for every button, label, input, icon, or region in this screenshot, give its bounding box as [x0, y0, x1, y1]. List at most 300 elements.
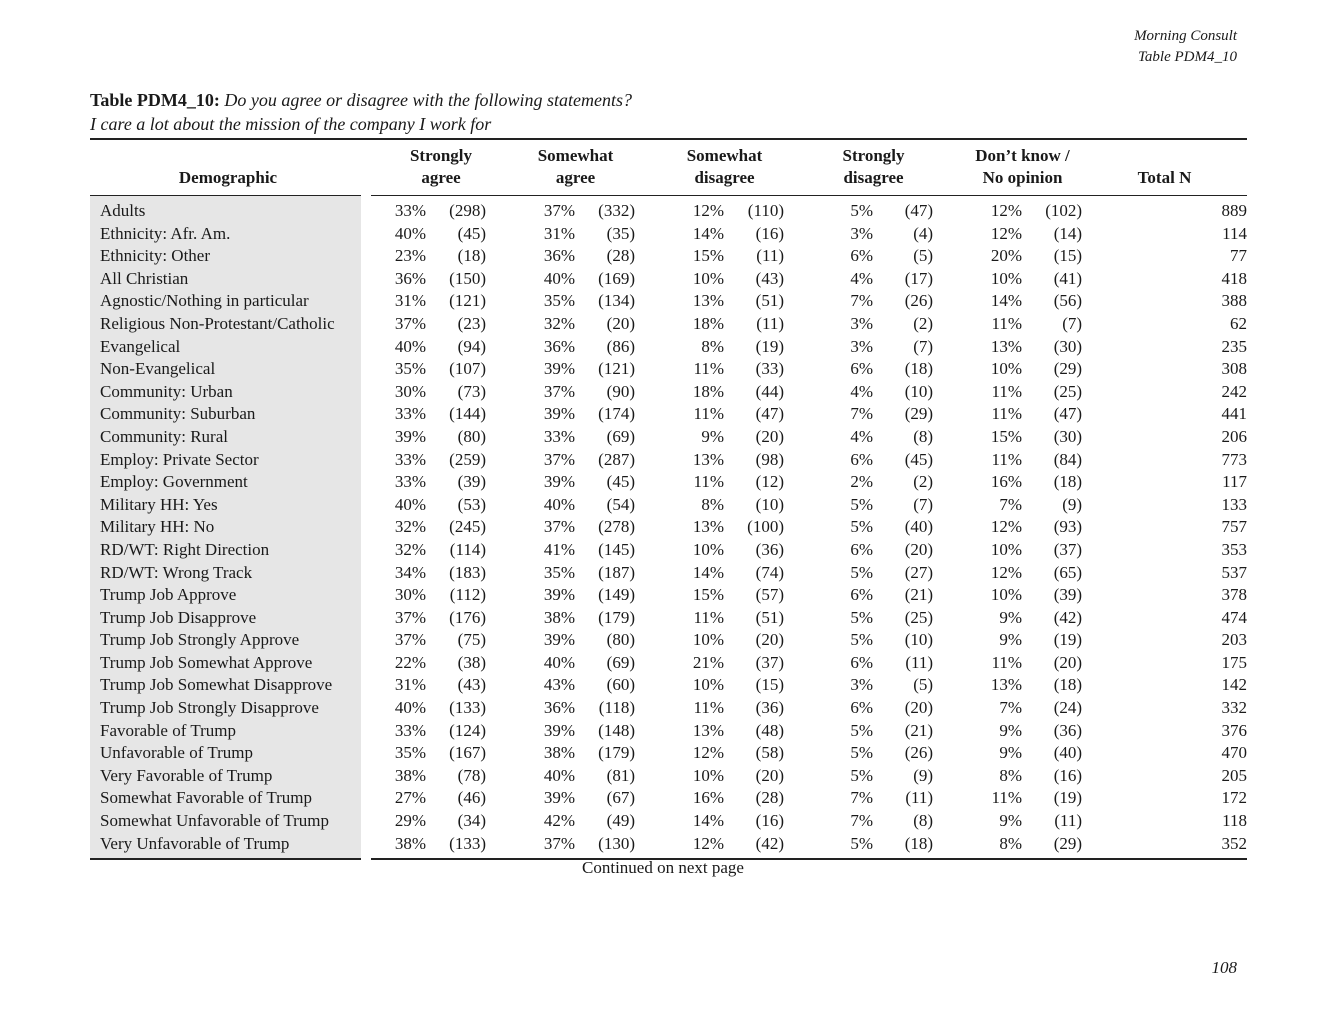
cell-percent: 6% [850, 652, 873, 672]
cell-count: (30) [1053, 426, 1083, 446]
cell-count: (298) [449, 201, 486, 220]
row-label: RD/WT: Wrong Track [90, 562, 366, 585]
table-title [90, 88, 1240, 136]
cell-count: (5) [913, 675, 934, 695]
row-label: Military HH: Yes [90, 494, 366, 517]
cell-count: (42) [755, 833, 784, 853]
cell-percent: 10% [990, 268, 1023, 288]
cell-percent: 5% [850, 201, 873, 220]
cell-count: (16) [755, 223, 784, 243]
cell-total: 242 [1221, 381, 1248, 401]
cell-percent: 22% [394, 652, 426, 672]
table-row [90, 584, 1247, 607]
cell-count: (100) [747, 517, 784, 537]
cell-count: (11) [756, 313, 784, 333]
cell-percent: 11% [991, 652, 1023, 672]
cell-percent: 6% [850, 246, 873, 266]
row-label: Unfavorable of Trump [90, 742, 366, 765]
cell-percent: 40% [394, 698, 426, 718]
cell-percent: 35% [394, 743, 426, 763]
cell-percent: 29% [394, 811, 426, 831]
cell-percent: 10% [990, 585, 1023, 605]
cell-count: (150) [449, 268, 486, 288]
cell-count: (37) [755, 652, 784, 672]
continued-note: Continued on next page [582, 858, 744, 877]
cell-percent: 35% [543, 291, 575, 311]
cell-percent: 7% [850, 404, 873, 424]
cell-count: (46) [457, 788, 486, 808]
cell-total: 206 [1221, 426, 1248, 446]
cell-count: (28) [755, 788, 784, 808]
cell-percent: 5% [850, 765, 873, 785]
cell-percent: 6% [850, 585, 873, 605]
cell-count: (80) [606, 630, 635, 650]
cell-percent: 37% [394, 607, 426, 627]
cell-count: (86) [606, 336, 635, 356]
cell-count: (90) [606, 381, 635, 401]
cell-percent: 18% [692, 313, 724, 333]
table-row [90, 426, 1247, 449]
table-body [90, 196, 1247, 860]
row-label: Adults [90, 196, 366, 223]
cell-percent: 27% [394, 788, 426, 808]
cell-count: (44) [755, 381, 784, 401]
row-label: Ethnicity: Afr. Am. [90, 223, 366, 246]
cell-percent: 13% [692, 517, 724, 537]
cell-percent: 11% [991, 449, 1023, 469]
cell-count: (81) [606, 765, 635, 785]
cell-percent: 6% [850, 449, 873, 469]
cell-count: (26) [904, 743, 934, 763]
cell-count: (56) [1053, 291, 1083, 311]
cell-count: (18) [1053, 472, 1083, 492]
cell-count: (124) [449, 720, 486, 740]
row-label: Trump Job Somewhat Disapprove [90, 674, 366, 697]
cell-total: 172 [1221, 788, 1248, 808]
cell-count: (169) [598, 268, 635, 288]
cell-count: (51) [755, 291, 784, 311]
cell-count: (40) [1053, 743, 1083, 763]
cell-count: (8) [913, 811, 934, 831]
cell-percent: 15% [692, 246, 724, 266]
table-row [90, 562, 1247, 585]
cell-count: (20) [904, 698, 934, 718]
cell-percent: 9% [701, 426, 724, 446]
table-row [90, 336, 1247, 359]
cell-count: (17) [904, 268, 934, 288]
cell-count: (11) [756, 246, 784, 266]
cell-percent: 5% [850, 720, 873, 740]
cell-count: (23) [457, 313, 486, 333]
cell-count: (183) [449, 562, 486, 582]
cell-count: (20) [755, 426, 784, 446]
row-label: Employ: Government [90, 471, 366, 494]
cell-count: (16) [755, 811, 784, 831]
table-title-label: Table PDM4_10: [90, 90, 220, 110]
cell-count: (53) [457, 494, 486, 514]
cell-percent: 12% [692, 743, 724, 763]
cell-percent: 4% [850, 268, 873, 288]
cell-percent: 14% [692, 562, 724, 582]
cell-count: (80) [457, 426, 486, 446]
cell-percent: 7% [850, 811, 873, 831]
cell-percent: 3% [850, 336, 873, 356]
col-somewhat-agree: Somewhat agree [486, 139, 635, 196]
cell-count: (19) [1053, 788, 1083, 808]
cell-count: (107) [449, 359, 486, 379]
cell-count: (69) [606, 426, 635, 446]
header-row [90, 139, 1247, 196]
cell-count: (148) [598, 720, 635, 740]
cell-percent: 9% [999, 811, 1023, 831]
cell-count: (4) [913, 223, 934, 243]
cell-count: (47) [755, 404, 784, 424]
row-label: Trump Job Strongly Disapprove [90, 697, 366, 720]
cell-percent: 15% [990, 426, 1023, 446]
row-label: Community: Rural [90, 426, 366, 449]
cell-count: (29) [1053, 359, 1083, 379]
row-label: Evangelical [90, 336, 366, 359]
cell-count: (332) [598, 201, 635, 220]
cell-count: (47) [1053, 404, 1083, 424]
cell-count: (47) [904, 201, 934, 220]
cell-percent: 41% [543, 539, 575, 559]
cell-total: 117 [1222, 472, 1248, 492]
table-row [90, 742, 1247, 765]
cell-percent: 6% [850, 698, 873, 718]
cell-percent: 14% [692, 223, 724, 243]
cell-count: (45) [904, 449, 934, 469]
cell-percent: 36% [543, 698, 575, 718]
cell-percent: 10% [692, 675, 724, 695]
cell-percent: 11% [693, 472, 724, 492]
table-statement: I care a lot about the mission of the company I work for [90, 114, 492, 134]
cell-percent: 11% [991, 404, 1023, 424]
cell-percent: 13% [990, 336, 1023, 356]
cell-count: (20) [755, 765, 784, 785]
cell-count: (25) [1053, 381, 1083, 401]
table-row [90, 765, 1247, 788]
cell-count: (24) [1053, 698, 1083, 718]
cell-count: (20) [606, 313, 635, 333]
cell-percent: 13% [692, 291, 724, 311]
cell-total: 353 [1221, 539, 1248, 559]
cell-count: (10) [904, 630, 934, 650]
cell-count: (35) [606, 223, 635, 243]
cell-count: (287) [598, 449, 635, 469]
cell-percent: 11% [693, 607, 724, 627]
cell-percent: 15% [692, 585, 724, 605]
cell-count: (73) [457, 381, 486, 401]
row-label: Trump Job Disapprove [90, 607, 366, 630]
page-header [1134, 26, 1237, 68]
cell-count: (60) [606, 675, 635, 695]
cell-percent: 12% [990, 562, 1023, 582]
cell-total: 378 [1221, 585, 1248, 605]
cell-percent: 30% [394, 585, 426, 605]
cell-total: 470 [1221, 743, 1248, 763]
row-label: Somewhat Unfavorable of Trump [90, 810, 366, 833]
cell-count: (11) [1054, 811, 1083, 831]
cell-count: (45) [606, 472, 635, 492]
cell-count: (133) [449, 698, 486, 718]
cell-count: (98) [755, 449, 784, 469]
cell-count: (29) [1053, 833, 1083, 853]
row-label: Employ: Private Sector [90, 449, 366, 472]
cell-total: 142 [1221, 675, 1248, 695]
cell-percent: 35% [394, 359, 426, 379]
cell-percent: 12% [692, 201, 724, 220]
cell-percent: 39% [543, 359, 575, 379]
cell-percent: 39% [543, 720, 575, 740]
cell-percent: 8% [701, 336, 724, 356]
cell-count: (10) [755, 494, 784, 514]
cell-percent: 6% [850, 539, 873, 559]
cell-total: 118 [1222, 811, 1248, 831]
row-label: RD/WT: Right Direction [90, 539, 366, 562]
table-row [90, 471, 1247, 494]
cell-count: (179) [598, 743, 635, 763]
cell-count: (10) [904, 381, 934, 401]
cell-percent: 33% [394, 201, 426, 220]
table-row [90, 245, 1247, 268]
cell-percent: 37% [543, 449, 575, 469]
cell-percent: 7% [999, 698, 1023, 718]
cell-percent: 9% [999, 607, 1023, 627]
cell-count: (74) [755, 562, 784, 582]
cell-count: (102) [1045, 201, 1083, 220]
cell-percent: 9% [999, 743, 1023, 763]
table-row [90, 810, 1247, 833]
cell-percent: 6% [850, 359, 873, 379]
cell-percent: 33% [543, 426, 575, 446]
cell-count: (20) [755, 630, 784, 650]
table-row [90, 313, 1247, 336]
cell-count: (18) [1053, 675, 1083, 695]
cell-percent: 33% [394, 404, 426, 424]
cell-percent: 18% [692, 381, 724, 401]
cell-percent: 11% [991, 313, 1023, 333]
cell-percent: 10% [692, 765, 724, 785]
cell-count: (28) [606, 246, 635, 266]
cell-percent: 34% [394, 562, 426, 582]
cell-percent: 39% [543, 788, 575, 808]
row-label: Trump Job Somewhat Approve [90, 652, 366, 675]
cell-percent: 37% [543, 381, 575, 401]
cell-total: 376 [1221, 720, 1248, 740]
cell-count: (78) [457, 765, 486, 785]
cell-percent: 11% [991, 788, 1023, 808]
cell-percent: 14% [692, 811, 724, 831]
cell-count: (75) [457, 630, 486, 650]
page-number: 108 [1211, 958, 1237, 977]
cell-total: 133 [1221, 494, 1248, 514]
table-row [90, 833, 1247, 860]
cell-count: (43) [457, 675, 486, 695]
cell-percent: 39% [543, 404, 575, 424]
table-row [90, 381, 1247, 404]
cell-count: (39) [1053, 585, 1083, 605]
row-label: Favorable of Trump [90, 720, 366, 743]
table-row [90, 290, 1247, 313]
cell-count: (26) [904, 291, 934, 311]
cell-count: (130) [598, 833, 635, 853]
table-row [90, 223, 1247, 246]
table-row [90, 652, 1247, 675]
cell-total: 474 [1221, 607, 1248, 627]
cell-percent: 40% [394, 494, 426, 514]
cell-percent: 40% [394, 223, 426, 243]
cell-count: (149) [598, 585, 635, 605]
cell-percent: 33% [394, 720, 426, 740]
cell-total: 332 [1221, 698, 1248, 718]
cell-count: (167) [449, 743, 486, 763]
cell-percent: 7% [850, 788, 873, 808]
table-row [90, 607, 1247, 630]
cell-count: (16) [1053, 765, 1083, 785]
cell-percent: 37% [543, 517, 575, 537]
cell-percent: 40% [394, 336, 426, 356]
cell-percent: 8% [999, 765, 1023, 785]
cell-total: 418 [1221, 268, 1248, 288]
cell-percent: 35% [543, 562, 575, 582]
cell-count: (187) [598, 562, 635, 582]
cell-percent: 12% [990, 223, 1023, 243]
cell-count: (11) [905, 652, 934, 672]
cell-count: (8) [913, 426, 934, 446]
cell-total: 235 [1221, 336, 1248, 356]
cell-percent: 13% [692, 449, 724, 469]
cell-percent: 5% [850, 517, 873, 537]
cell-percent: 31% [394, 675, 426, 695]
cell-percent: 5% [850, 833, 873, 853]
col-total: Total N [1082, 139, 1247, 196]
cell-total: 62 [1230, 313, 1248, 333]
cell-total: 388 [1221, 291, 1248, 311]
cell-percent: 10% [692, 268, 724, 288]
cell-count: (36) [755, 698, 784, 718]
cell-count: (14) [1053, 223, 1083, 243]
cell-percent: 31% [394, 291, 426, 311]
col-somewhat-disagree: Somewhat disagree [635, 139, 784, 196]
cell-percent: 16% [990, 472, 1023, 492]
cell-percent: 13% [692, 720, 724, 740]
table-row [90, 268, 1247, 291]
cell-count: (51) [755, 607, 784, 627]
cell-percent: 32% [394, 517, 426, 537]
cell-count: (45) [457, 223, 486, 243]
cell-percent: 8% [701, 494, 724, 514]
cell-count: (36) [755, 539, 784, 559]
cell-percent: 39% [543, 472, 575, 492]
cell-count: (259) [449, 449, 486, 469]
cell-percent: 37% [543, 833, 575, 853]
cell-count: (40) [904, 517, 934, 537]
cell-percent: 33% [394, 449, 426, 469]
cell-count: (11) [905, 788, 934, 808]
cell-percent: 5% [850, 494, 873, 514]
col-strongly-agree: Strongly agree [366, 139, 486, 196]
row-label: Non-Evangelical [90, 358, 366, 381]
cell-percent: 33% [394, 472, 426, 492]
cell-count: (38) [457, 652, 486, 672]
cell-percent: 42% [543, 811, 575, 831]
cell-percent: 11% [693, 698, 724, 718]
cell-percent: 39% [543, 585, 575, 605]
row-label: Agnostic/Nothing in particular [90, 290, 366, 313]
cell-percent: 20% [990, 246, 1023, 266]
cell-percent: 40% [543, 268, 575, 288]
cell-count: (69) [606, 652, 635, 672]
cell-count: (15) [1053, 246, 1083, 266]
cell-count: (93) [1053, 517, 1083, 537]
cell-total: 889 [1221, 201, 1248, 220]
cell-percent: 12% [990, 201, 1023, 220]
cell-count: (48) [755, 720, 784, 740]
cell-count: (245) [449, 517, 486, 537]
cell-count: (12) [755, 472, 784, 492]
cell-count: (114) [449, 539, 486, 559]
table-row [90, 494, 1247, 517]
cell-count: (7) [913, 336, 934, 356]
cell-count: (18) [457, 246, 486, 266]
crosstab-table [90, 138, 1247, 860]
cell-count: (25) [904, 607, 934, 627]
cell-percent: 9% [999, 630, 1023, 650]
row-label: Very Favorable of Trump [90, 765, 366, 788]
row-label: Somewhat Favorable of Trump [90, 787, 366, 810]
row-label: All Christian [90, 268, 366, 291]
cell-total: 114 [1222, 223, 1248, 243]
header-org: Morning Consult [1134, 28, 1237, 44]
cell-percent: 37% [394, 313, 426, 333]
cell-count: (57) [755, 585, 784, 605]
row-label: Trump Job Strongly Approve [90, 629, 366, 652]
cell-percent: 40% [543, 765, 575, 785]
cell-percent: 36% [394, 268, 426, 288]
cell-count: (2) [913, 472, 934, 492]
cell-count: (121) [598, 359, 635, 379]
cell-percent: 5% [850, 607, 873, 627]
cell-percent: 9% [999, 720, 1023, 740]
cell-total: 537 [1221, 562, 1248, 582]
row-label: Community: Suburban [90, 403, 366, 426]
cell-percent: 37% [543, 201, 575, 220]
cell-count: (278) [598, 517, 635, 537]
cell-percent: 36% [543, 246, 575, 266]
cell-percent: 36% [543, 336, 575, 356]
cell-count: (20) [1053, 652, 1083, 672]
cell-percent: 8% [999, 833, 1023, 853]
cell-count: (19) [755, 336, 784, 356]
cell-percent: 13% [990, 675, 1023, 695]
row-label: Ethnicity: Other [90, 245, 366, 268]
cell-percent: 11% [991, 381, 1023, 401]
row-label: Religious Non-Protestant/Catholic [90, 313, 366, 336]
cell-count: (30) [1053, 336, 1083, 356]
cell-count: (176) [449, 607, 486, 627]
cell-percent: 12% [990, 517, 1023, 537]
cell-count: (67) [606, 788, 635, 808]
cell-total: 77 [1230, 246, 1248, 266]
table-row [90, 720, 1247, 743]
cell-count: (18) [904, 833, 934, 853]
cell-percent: 31% [543, 223, 575, 243]
row-label: Community: Urban [90, 381, 366, 404]
header-table-id: Table PDM4_10 [1137, 49, 1237, 65]
cell-count: (9) [913, 765, 934, 785]
cell-count: (27) [904, 562, 934, 582]
